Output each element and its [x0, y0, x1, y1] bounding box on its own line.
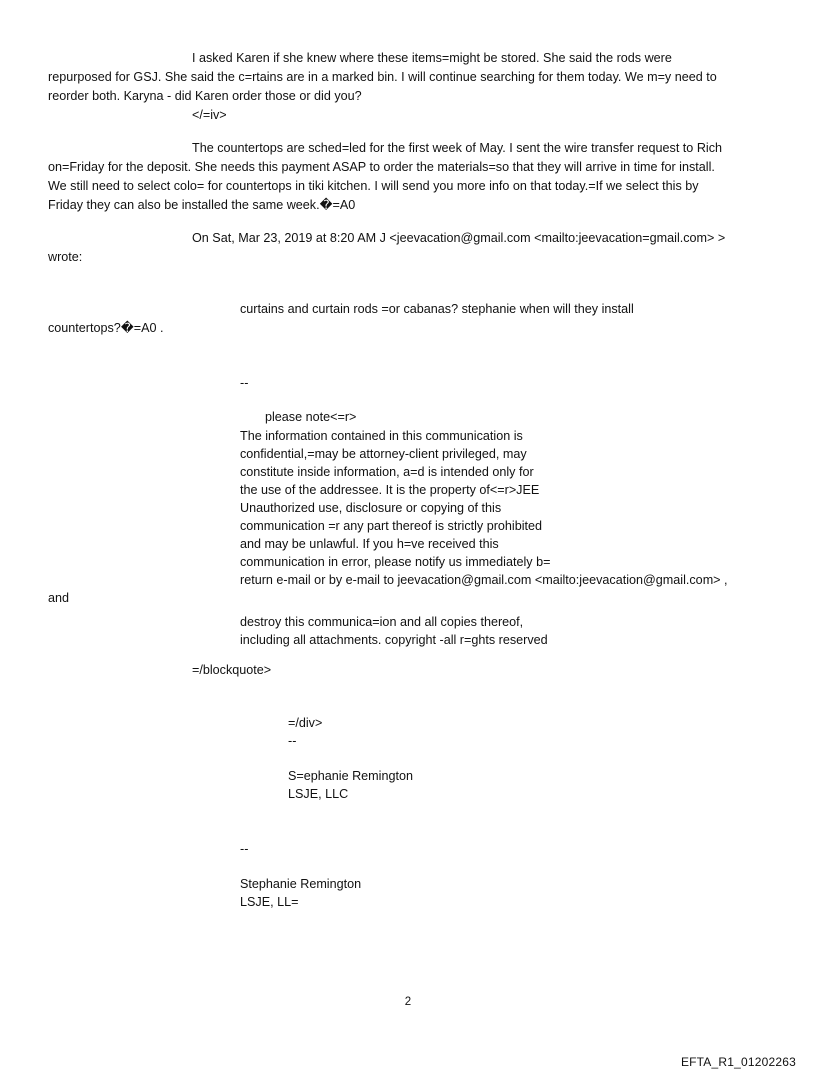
- email-body-line: reorder both. Karyna - did Karen order those or did you?: [48, 89, 362, 103]
- document-id: EFTA_R1_01202263: [680, 1055, 796, 1069]
- email-body-line: We still need to select colo= for countertops in tiki kitchen. I will send you more info on that today.=If we select this by: [48, 179, 699, 193]
- disclaimer-line: destroy this communica=ion and all copies thereof,: [240, 615, 524, 629]
- email-body-line: on=Friday for the deposit. She needs this payment ASAP to order the materials=so that they will arrive in time for install.: [48, 160, 715, 174]
- disclaimer-line: The information contained in this communication is: [240, 429, 523, 443]
- email-body-line: The countertops are sched=led for the first week of May. I sent the wire transfer request to Rich: [192, 141, 723, 155]
- disclaimer-line: communication in error, please notify us immediately b=: [240, 555, 551, 569]
- disclaimer-line: communication =r any part thereof is strictly prohibited: [240, 519, 543, 533]
- quoted-message-line: curtains and curtain rods =or cabanas? stephanie when will they install: [240, 302, 634, 316]
- reply-attribution-line: wrote:: [48, 250, 83, 264]
- disclaimer-line: and: [48, 591, 70, 605]
- disclaimer-line: the use of the addressee. It is the property of<=r>JEE: [240, 483, 540, 497]
- signature-name: S=ephanie Remington: [288, 769, 413, 783]
- disclaimer-line: please note<=r>: [265, 410, 357, 424]
- email-body-line: repurposed for GSJ. She said the c=rtains are in a marked bin. I will continue searching for them today. We m=y need to: [48, 70, 717, 84]
- html-artifact-line: </=iv>: [192, 108, 227, 122]
- signature-company: LSJE, LL=: [240, 895, 299, 909]
- disclaimer-line: Unauthorized use, disclosure or copying of this: [240, 501, 502, 515]
- page-number: 2: [404, 996, 412, 1008]
- disclaimer-line: including all attachments. copyright -all r=ghts reserved: [240, 633, 548, 647]
- signature-separator: --: [240, 376, 249, 390]
- signature-separator: --: [240, 842, 249, 856]
- disclaimer-line: return e-mail or by e-mail to jeevacation@gmail.com <mailto:jeevacation@gmail.com> ,: [240, 573, 728, 587]
- html-artifact-line: =/blockquote>: [192, 663, 272, 677]
- disclaimer-line: confidential,=may be attorney-client privileged, may: [240, 447, 527, 461]
- html-artifact-line: =/div>: [288, 716, 323, 730]
- signature-name: Stephanie Remington: [240, 877, 362, 891]
- signature-company: LSJE, LLC: [288, 787, 349, 801]
- quoted-message-line: countertops?�=A0 .: [48, 321, 164, 335]
- disclaimer-line: and may be unlawful. If you h=ve received this: [240, 537, 499, 551]
- email-body-line: I asked Karen if she knew where these items=might be stored. She said the rods were: [192, 51, 672, 65]
- email-body-line: Friday they can also be installed the same week.�=A0: [48, 198, 356, 212]
- disclaimer-line: constitute inside information, a=d is intended only for: [240, 465, 534, 479]
- signature-separator: --: [288, 734, 297, 748]
- reply-attribution-line: On Sat, Mar 23, 2019 at 8:20 AM J <jeevacation@gmail.com <mailto:jeevacation=gmail.com> >: [192, 231, 726, 245]
